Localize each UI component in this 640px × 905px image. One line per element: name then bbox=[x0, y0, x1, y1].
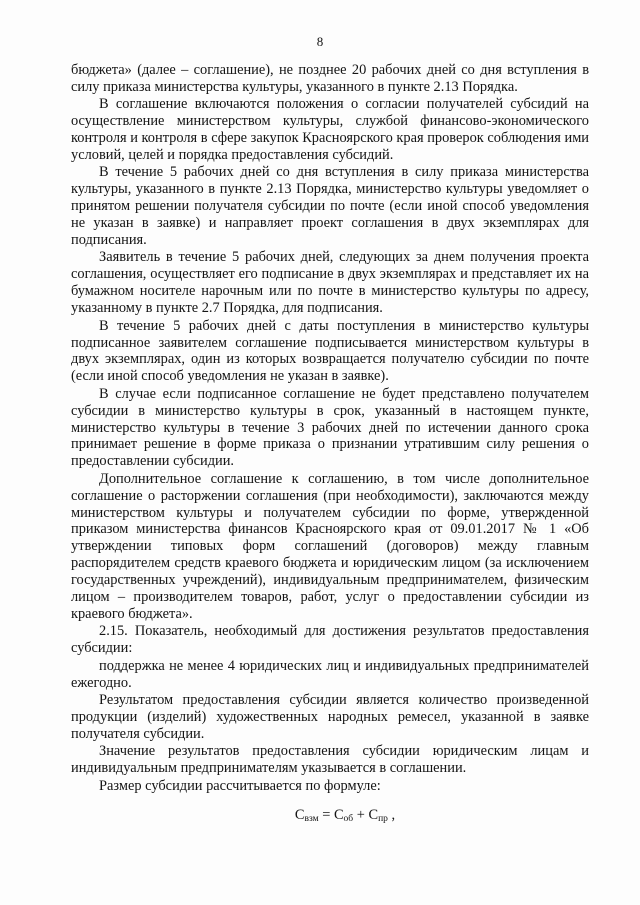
paragraph-additional-agreement: Дополнительное соглашение к соглашению, в том числе дополнительное соглашение о расторжении соглашения (при необходимости), заключаются между министерством культуры и получателем субсидии по форме, утвержденной приказом министерства финансов Красноярского края от 09.01.2017 № 1 «Об утверждении типовых форм соглашений (договоров) между главным распорядителем средств краевого бюджета и юридическим лицом (за исключением государственных учреждений), индивидуальным предпринимателем, физическим лицом – производителем товаров, работ, услуг о предоставлении субсидии из краевого бюджета». bbox=[71, 470, 589, 622]
document-body bbox=[71, 62, 589, 828]
formula-term-1-subscript: об bbox=[343, 814, 354, 825]
paragraph-indicator-value: поддержка не менее 4 юридических лиц и индивидуальных предпринимателей ежегодно. bbox=[71, 657, 589, 691]
formula-term-2-subscript: пр bbox=[378, 814, 388, 825]
paragraph-notification: В течение 5 рабочих дней со дня вступления в силу приказа министерства культуры, указанного в пункте 2.13 Порядка, министерство культуры уведомляет о принятом решении получателя субсидии по почте (если иной способ уведомления не указан в заявке) и направляет проект соглашения в двух экземплярах для подписания. bbox=[71, 164, 589, 249]
formula-plus: + bbox=[353, 807, 369, 824]
formula-term-2: С bbox=[368, 807, 379, 824]
paragraph-formula-intro: Размер субсидии рассчитывается по формуле: bbox=[99, 777, 381, 794]
formula-lhs-subscript: взм bbox=[304, 814, 319, 825]
formula-tail: , bbox=[387, 807, 396, 824]
paragraph-applicant-signing: Заявитель в течение 5 рабочих дней, следующих за днем получения проекта соглашения, осуществляет его подписание в двух экземплярах и представляет их на бумажном носителе нарочным или по почте в министерство культуры по адресу, указанному в пункте 2.7 Порядка, для подписания. bbox=[71, 249, 589, 317]
paragraph-failure-to-submit: В случае если подписанное соглашение не будет представлено получателем субсидии в министерство культуры в срок, указанный в настоящем пункте, министерство культуры в течение 3 рабочих дней по истечении данного срока принимает решение в форме приказа о признании утратившим силу решения о предоставлении субсидии. bbox=[71, 385, 589, 470]
paragraph-indicator: 2.15. Показатель, необходимый для достижения результатов предоставления субсидии: bbox=[71, 623, 589, 657]
paragraph-agreement-deadline: бюджета» (далее – соглашение), не позднее 20 рабочих дней со дня вступления в силу приказа министерства культуры, указанного в пункте 2.13 Порядка. bbox=[71, 62, 589, 95]
paragraph-agreement-provisions: В соглашение включаются положения о согласии получателей субсидий на осуществление министерством культуры, службой финансово-экономического контроля и контроля в сфере закупок Красноярского края проверок соблюдения ими условий, целей и порядка предоставления субсидий. bbox=[71, 96, 589, 164]
page-number: 8 bbox=[316, 34, 324, 49]
formula-equals: = bbox=[318, 807, 334, 824]
formula-lhs: С bbox=[294, 807, 305, 824]
paragraph-ministry-signing: В течение 5 рабочих дней с даты поступления в министерство культуры подписанное заявителем соглашение подписывается министерством культуры в двух экземплярах, один из которых возвращается получателю субсидии по почте (если иной способ уведомления не указан в заявке). bbox=[71, 317, 589, 385]
subsidy-formula bbox=[71, 807, 589, 828]
paragraph-result: Результатом предоставления субсидии является количество произведенной продукции (изделий) художественных народных ремесел, указанной в заявке получателя субсидии. bbox=[71, 692, 589, 742]
formula-term-1: С bbox=[333, 807, 344, 824]
paragraph-result-value: Значение результатов предоставления субсидии юридическим лицам и индивидуальным предпринимателям указывается в соглашении. bbox=[71, 743, 589, 777]
